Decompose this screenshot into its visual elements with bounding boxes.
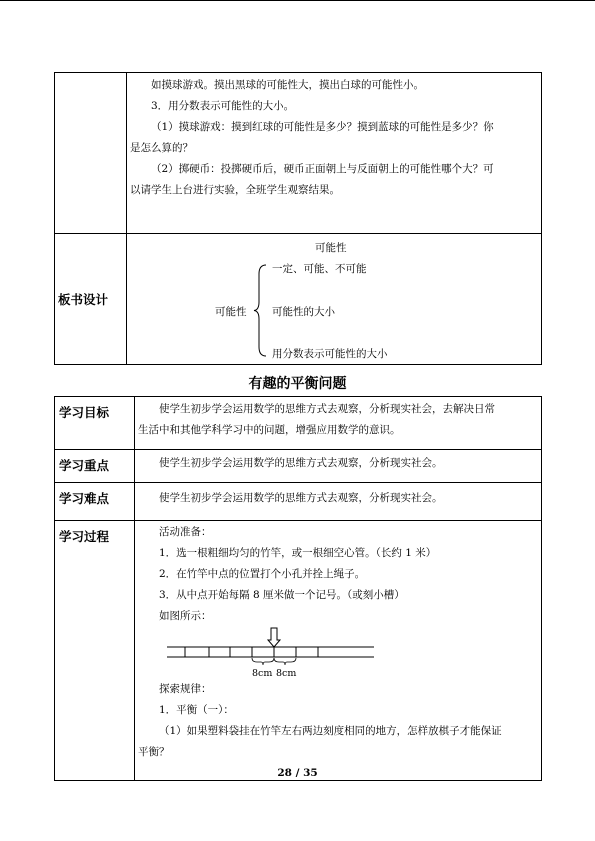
board-branch: 一定、可能、不可能 (272, 263, 367, 275)
board-label-cell (55, 234, 127, 365)
board-branch: 用分数表示可能性的大小 (272, 348, 388, 360)
section-title: 有趣的平衡问题 (248, 376, 347, 392)
board-title: 可能性 (315, 242, 347, 254)
row-label: 学习过程 (55, 521, 135, 781)
row-label: 学习难点 (55, 483, 135, 521)
down-arrow-icon (268, 628, 280, 647)
difficulty-line: 使学生初步学会运用数学的思维方式去观察，分析现实社会。 (159, 492, 443, 504)
board-branch: 可能性的大小 (272, 306, 335, 318)
goal-line: 生活中和其他学科学习中的问题，增强应用数学的意识。 (138, 424, 401, 436)
curly-brace-icon (253, 264, 267, 357)
process-line: 平衡？ (138, 746, 170, 758)
distance-label: 8cm (252, 668, 273, 679)
process-line: 探索规律： (159, 683, 212, 695)
content-line: 如摸球游戏。摸出黑球的可能性大，摸出白球的可能性小。 (151, 79, 424, 91)
focus-line: 使学生初步学会运用数学的思维方式去观察，分析现实社会。 (159, 457, 443, 469)
empty-label-cell (55, 73, 127, 234)
focus-cell (135, 450, 542, 483)
row-label: 学习目标 (55, 397, 135, 450)
process-line: 3．从中点开始每隔 8 厘米做一个记号。（或刻小槽） (159, 589, 405, 601)
bamboo-pole-diagram (164, 627, 384, 679)
board-design-cell (127, 234, 542, 365)
process-line: 2．在竹竿中点的位置打个小孔并拴上绳子。 (159, 568, 366, 580)
bamboo-pole-figure (164, 627, 384, 679)
difficulty-cell (135, 483, 542, 521)
page-number: 28 / 35 (277, 767, 318, 779)
content-line: （2）掷硬币：投掷硬币后，硬币正面朝上与反面朝上的可能性哪个大？可 (151, 163, 494, 175)
process-line: （1）如果塑料袋挂在竹竿左右两边刻度相同的地方，怎样放棋子才能保证 (159, 725, 502, 737)
row-label: 学习重点 (55, 450, 135, 483)
content-cell (127, 73, 542, 234)
top-rule (0, 0, 595, 1)
process-cell (135, 521, 542, 781)
board-root: 可能性 (215, 306, 247, 318)
content-line: 是怎么算的？ (130, 142, 193, 154)
board-design (127, 234, 541, 364)
process-line: 如图所示： (159, 610, 212, 622)
distance-label: 8cm (276, 668, 297, 679)
lesson-table-1 (54, 72, 542, 365)
process-line: 活动准备： (159, 526, 212, 538)
process-line: 1．平衡（一）： (159, 704, 234, 716)
goal-cell (135, 397, 542, 450)
board-label: 板书设计 (58, 292, 109, 307)
content-line: 3．用分数表示可能性的大小。 (151, 100, 295, 112)
content-line: 以请学生上台进行实验，全班学生观察结果。 (130, 184, 340, 196)
process-line: 1．选一根粗细均匀的竹竿，或一根细空心管。（长约 1 米） (159, 547, 437, 559)
lesson-table-2 (54, 396, 542, 781)
goal-line: 使学生初步学会运用数学的思维方式去观察，分析现实社会，去解决日常 (159, 403, 495, 415)
content-line: （1）摸球游戏：摸到红球的可能性是多少？摸到蓝球的可能性是多少？你 (151, 121, 494, 133)
